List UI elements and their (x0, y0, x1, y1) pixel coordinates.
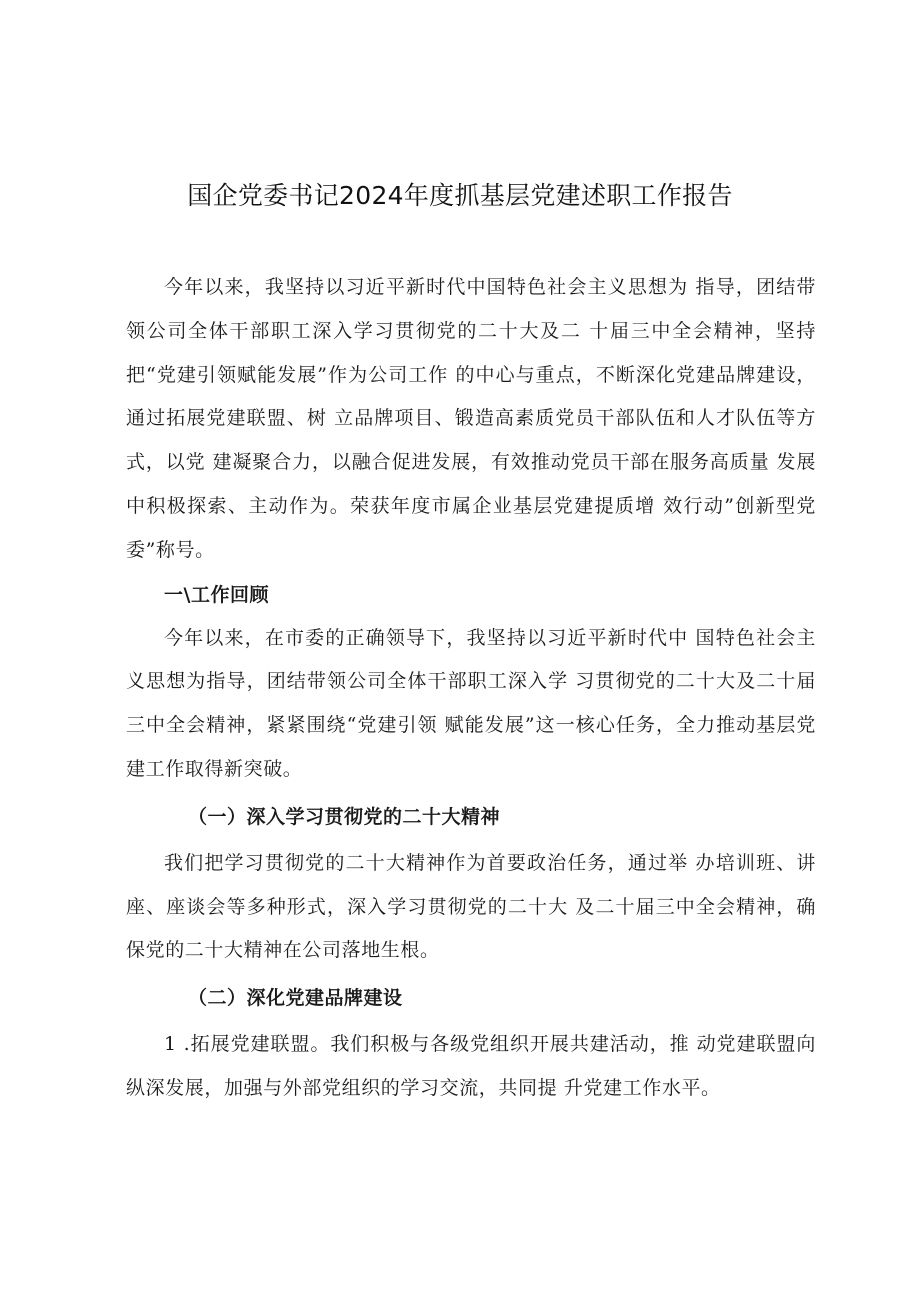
document-title: 国企党委书记2024年度抓基层党建述职工作报告 (187, 181, 733, 210)
subsection-paragraph-study: 我们把学习贯彻党的二十大精神作为首要政治任务，通过举 办培训班、讲座、座谈会等多种形式，深入学习贯彻党的二十大 及二十届三中全会精神，确保党的二十大精神在公司落地生根。 (126, 851, 816, 962)
intro-paragraph: 今年以来，我坚持以习近平新时代中国特色社会主义思想为 指导，团结带领公司全体干部职工深入学习贯彻党的二十大及二 十届三中全会精神，坚持把“党建引领赋能发展”作为公司工作 的中心与重点，不断深化党建品牌建设，通过拓展党建联盟、树 立品牌项目、锻造高素质党员干部队伍和人才队伍等方式，以党 建凝聚合力，以融合促进发展，有效推动党员干部在服务高质量 发展中积极探索、主动作为。荣获年度市属企业基层党建提质增 效行动”创新型党委”称号。 (126, 276, 816, 561)
document-body (126, 266, 816, 1111)
subsection-heading-study: （一）深入学习贯彻党的二十大精神 (188, 805, 501, 828)
section-heading-work-review: 一\工作回顾 (164, 583, 269, 606)
subsection-heading-brand: （二）深化党建品牌建设 (188, 987, 403, 1010)
section-paragraph-work-review: 今年以来，在市委的正确领导下，我坚持以习近平新时代中 国特色社会主义思想为指导，团结带领公司全体干部职工深入学 习贯彻党的二十大及二十届三中全会精神，紧紧围绕“党建引领 赋能发展”这一核心任务，全力推动基层党建工作取得新突破。 (126, 626, 816, 780)
subsection-paragraph-brand: 1 .拓展党建联盟。我们积极与各级党组织开展共建活动，推 动党建联盟向纵深发展，加强与外部党组织的学习交流，共同提 升党建工作水平。 (126, 1033, 816, 1099)
